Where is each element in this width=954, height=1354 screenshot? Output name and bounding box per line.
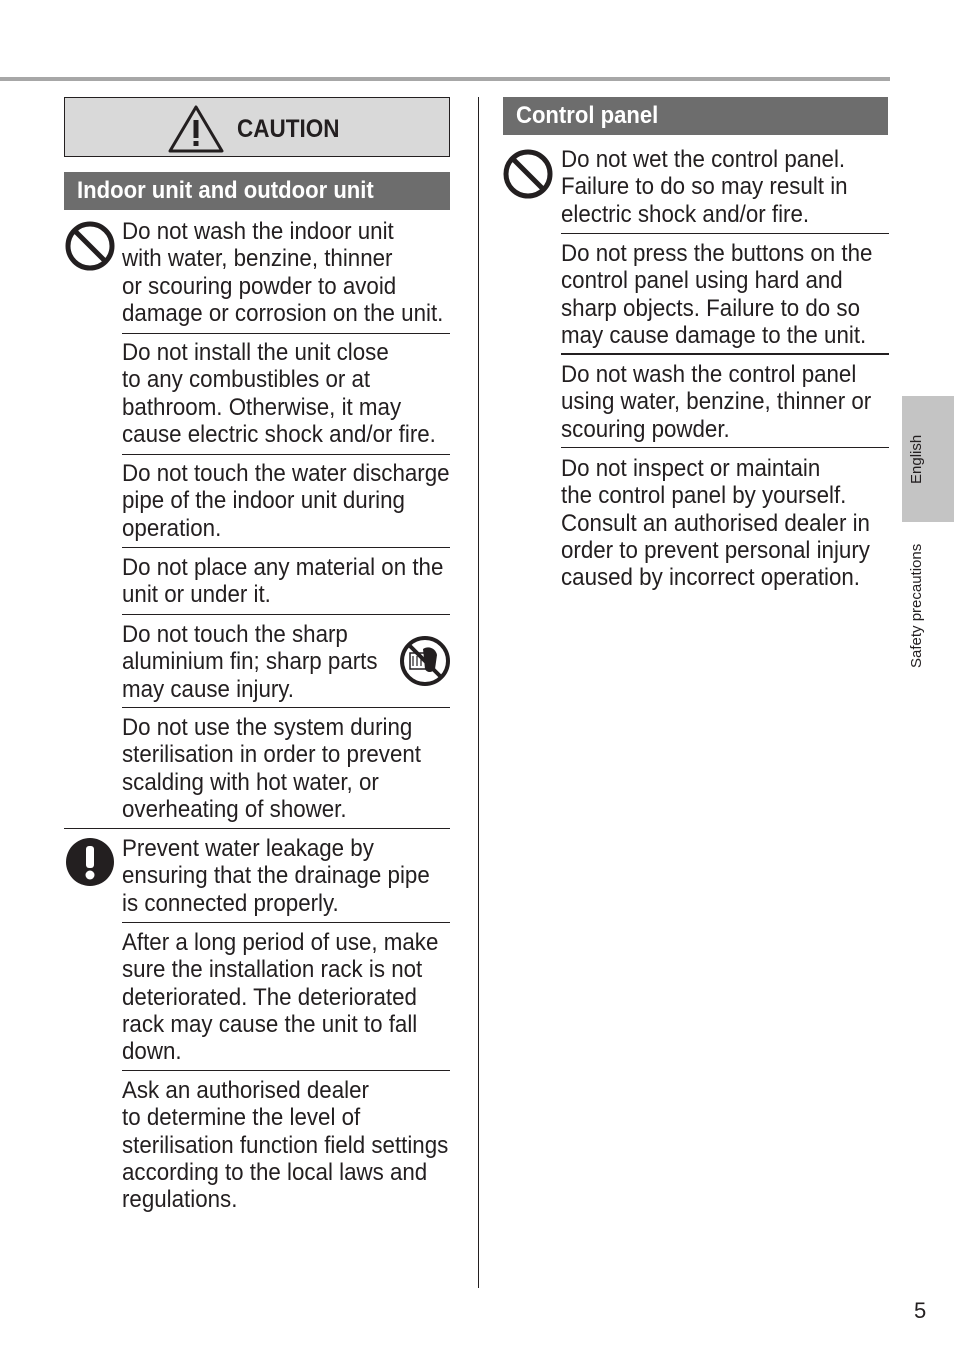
page-number: 5 (914, 1298, 927, 1323)
language-tab-label: English (908, 434, 925, 484)
list-item: Do not touch the water discharge pipe of the indoor unit during operation. (122, 460, 450, 542)
list-item: Do not inspect or maintain the control panel by yourself. Consult an authorised dealer in order to prevent personal injury caused by incorrect operation. (561, 455, 870, 592)
list-item: Do not touch the sharp aluminium fin; sharp parts may cause injury. (122, 621, 378, 703)
no-touch-sharp-fin-icon (399, 635, 451, 687)
section-header-control-panel (503, 97, 888, 135)
item-divider (561, 447, 889, 448)
list-item: Ask an authorised dealer to determine the level of sterilisation function field settings according to the local laws and regulations. (122, 1077, 449, 1214)
item-divider (561, 233, 889, 234)
section-tab-label: Safety precautions (908, 543, 925, 668)
section-title: Indoor unit and outdoor unit (77, 177, 374, 204)
list-item: Do not wet the control panel. Failure to do so may result in electric shock and/or fire. (561, 146, 848, 228)
warning-triangle-icon (167, 104, 225, 154)
list-item: Do not place any material on the unit or under it. (122, 554, 444, 609)
prohibition-icon (65, 221, 115, 271)
list-item: Do not press the buttons on the control panel using hard and sharp objects. Failure to do so may cause damage to the unit. (561, 240, 873, 349)
group-divider (64, 828, 450, 829)
caution-label: CAUTION (237, 115, 340, 143)
prohibition-icon (503, 149, 553, 199)
item-divider (122, 1070, 450, 1071)
top-rule (0, 77, 890, 81)
list-item: Prevent water leakage by ensuring that the drainage pipe is connected properly. (122, 835, 430, 917)
column-divider (478, 97, 479, 1288)
item-divider (122, 547, 450, 548)
caution-banner (64, 97, 450, 157)
item-divider (122, 454, 450, 455)
item-divider (561, 353, 889, 355)
list-item: Do not install the unit close to any combustibles or at bathroom. Otherwise, it may cause electric shock and/or fire. (122, 339, 436, 448)
item-divider (122, 707, 450, 708)
exclamation-icon (65, 837, 115, 887)
section-header-indoor-outdoor (64, 172, 450, 210)
list-item: After a long period of use, make sure the installation rack is not deteriorated. The deteriorated rack may cause the unit to fall down. (122, 929, 439, 1066)
item-divider (122, 922, 450, 923)
list-item: Do not use the system during sterilisation in order to prevent scalding with hot water, or overheating of shower. (122, 714, 421, 823)
list-item: Do not wash the control panel using water, benzine, thinner or scouring powder. (561, 361, 872, 443)
item-divider (122, 333, 450, 334)
section-title: Control panel (516, 102, 659, 129)
list-item: Do not wash the indoor unit with water, benzine, thinner or scouring powder to avoid damage or corrosion on the unit. (122, 218, 444, 327)
item-divider (122, 614, 450, 615)
